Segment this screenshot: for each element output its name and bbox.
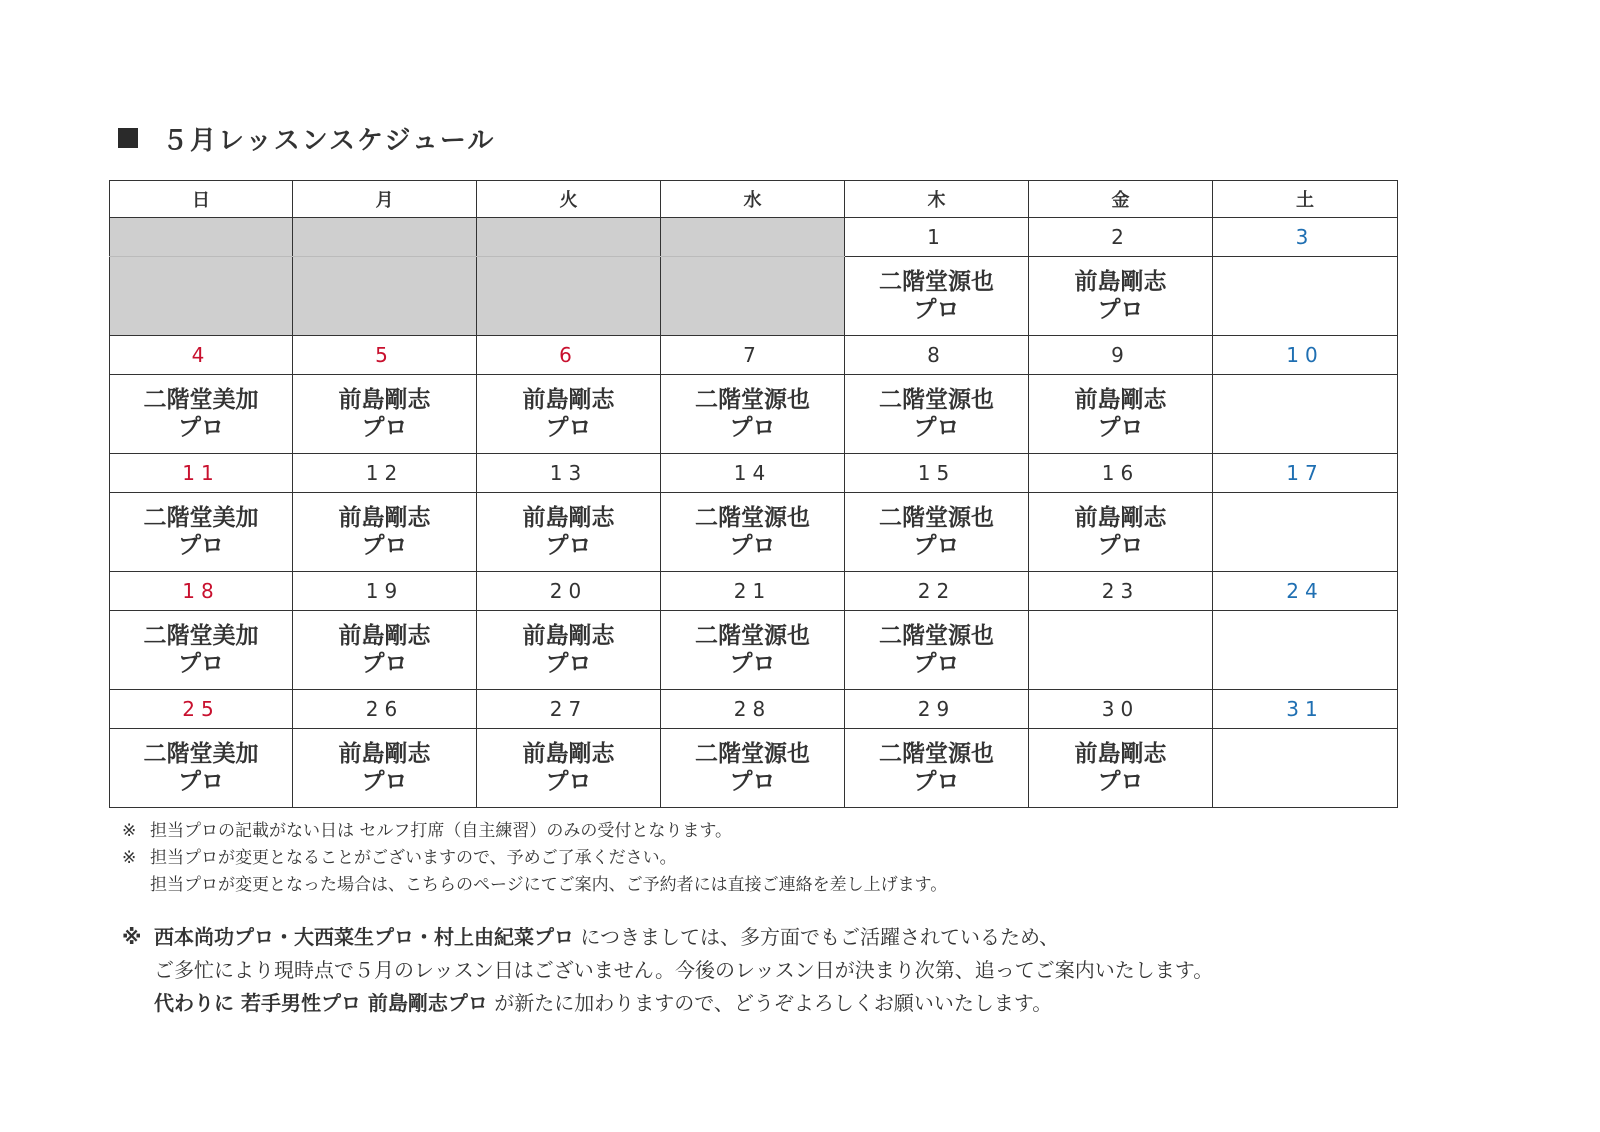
note-mark: ※ xyxy=(122,821,137,841)
date-number xyxy=(293,218,477,257)
pro-cell xyxy=(477,257,661,336)
pro-cell xyxy=(661,493,845,572)
date-row xyxy=(110,690,1398,729)
pro-suffix: プロ xyxy=(913,651,960,677)
pro-cell xyxy=(110,611,293,690)
note-line-2: 担当プロが変更となることがございますので、予めご了承ください。 xyxy=(150,848,677,868)
pro-suffix: プロ xyxy=(913,297,960,323)
pro-suffix: プロ xyxy=(178,769,224,795)
pro-cell xyxy=(110,729,293,808)
date-number: 8 xyxy=(845,336,1029,375)
pro-cell xyxy=(293,729,477,808)
date-number: 14 xyxy=(661,454,845,493)
pro-name: 二階堂美加 xyxy=(143,505,259,531)
pro-cell xyxy=(477,375,661,454)
square-bullet-icon xyxy=(118,128,138,148)
date-number: 15 xyxy=(845,454,1029,493)
pro-suffix: プロ xyxy=(545,415,592,441)
pro-row xyxy=(110,493,1398,572)
pro-name: 二階堂源也 xyxy=(879,741,994,767)
date-number: 21 xyxy=(661,572,845,611)
pro-suffix: プロ xyxy=(1097,769,1144,795)
pro-suffix: プロ xyxy=(729,533,776,559)
weekday-mon: 月 xyxy=(293,181,477,218)
notice-line-2: ご多忙により現時点で５月のレッスン日はございません。今後のレッスン日が決まり次第、追ってご案内いたします。 xyxy=(154,958,1214,982)
date-number: 22 xyxy=(845,572,1029,611)
weekday-tue: 火 xyxy=(477,181,661,218)
notice-mark: ※ xyxy=(122,925,142,949)
date-number xyxy=(110,218,293,257)
date-number: 12 xyxy=(293,454,477,493)
date-number: 9 xyxy=(1029,336,1213,375)
pro-name: 二階堂美加 xyxy=(143,623,259,649)
date-number: 18 xyxy=(110,572,293,611)
date-number: 3 xyxy=(1213,218,1398,257)
pro-cell xyxy=(1213,729,1398,808)
date-number: 20 xyxy=(477,572,661,611)
notice-pros: 西本尚功プロ・大西菜生プロ・村上由紀菜プロ xyxy=(154,925,574,949)
pro-suffix: プロ xyxy=(545,651,592,677)
date-number: 6 xyxy=(477,336,661,375)
weekday-wed: 水 xyxy=(661,181,845,218)
pro-row xyxy=(110,729,1398,808)
pro-name: 前島剛志 xyxy=(338,387,431,413)
pro-name: 二階堂源也 xyxy=(695,623,810,649)
weekday-sun: 日 xyxy=(110,181,293,218)
pro-name: 前島剛志 xyxy=(1074,741,1167,767)
pro-name: 二階堂源也 xyxy=(695,505,810,531)
pro-name: 前島剛志 xyxy=(1074,269,1167,295)
pro-name: 前島剛志 xyxy=(522,505,615,531)
date-number: 24 xyxy=(1213,572,1398,611)
weekday-header-row xyxy=(110,181,1398,218)
date-row xyxy=(110,454,1398,493)
pro-cell xyxy=(845,375,1029,454)
note-line-1: 担当プロの記載がない日は セルフ打席（自主練習）のみの受付となります。 xyxy=(150,821,733,841)
pro-suffix: プロ xyxy=(545,769,592,795)
date-number: 7 xyxy=(661,336,845,375)
pro-cell xyxy=(845,493,1029,572)
date-number: 5 xyxy=(293,336,477,375)
pro-cell xyxy=(110,375,293,454)
pro-cell xyxy=(110,493,293,572)
notes-block xyxy=(122,818,947,899)
pro-cell xyxy=(110,257,293,336)
pro-name: 二階堂源也 xyxy=(879,505,994,531)
pro-suffix: プロ xyxy=(361,769,408,795)
date-number: 28 xyxy=(661,690,845,729)
pro-cell xyxy=(1029,729,1213,808)
pro-name: 前島剛志 xyxy=(1074,505,1167,531)
pro-suffix: プロ xyxy=(1097,297,1144,323)
date-number: 11 xyxy=(110,454,293,493)
pro-suffix: プロ xyxy=(361,651,408,677)
pro-name: 二階堂源也 xyxy=(695,387,810,413)
pro-cell xyxy=(293,375,477,454)
pro-cell xyxy=(477,611,661,690)
date-row xyxy=(110,218,1398,257)
pro-suffix: プロ xyxy=(1097,415,1144,441)
pro-cell xyxy=(845,729,1029,808)
pro-suffix: プロ xyxy=(729,651,776,677)
pro-cell xyxy=(661,611,845,690)
weekday-thu: 木 xyxy=(845,181,1029,218)
pro-suffix: プロ xyxy=(361,415,408,441)
date-number: 27 xyxy=(477,690,661,729)
pro-cell xyxy=(1213,493,1398,572)
notice-line-3: が新たに加わりますので、どうぞよろしくお願いいたします。 xyxy=(487,991,1053,1015)
date-number: 19 xyxy=(293,572,477,611)
pro-cell xyxy=(1213,257,1398,336)
weekday-sat: 土 xyxy=(1213,181,1398,218)
pro-cell xyxy=(845,611,1029,690)
date-row xyxy=(110,572,1398,611)
pro-cell xyxy=(477,493,661,572)
pro-name: 二階堂美加 xyxy=(143,387,259,413)
pro-cell xyxy=(661,257,845,336)
pro-cell xyxy=(477,729,661,808)
pro-suffix: プロ xyxy=(178,651,224,677)
date-number xyxy=(477,218,661,257)
note-line-3: 担当プロが変更となった場合は、こちらのページにてご案内、ご予約者には直接ご連絡を差し上げます。 xyxy=(150,875,948,895)
date-row xyxy=(110,336,1398,375)
pro-cell xyxy=(1029,375,1213,454)
date-number: 1 xyxy=(845,218,1029,257)
date-number: 4 xyxy=(110,336,293,375)
pro-cell xyxy=(293,257,477,336)
pro-suffix: プロ xyxy=(545,533,592,559)
pro-suffix: プロ xyxy=(913,769,960,795)
pro-cell xyxy=(293,611,477,690)
pro-cell xyxy=(845,257,1029,336)
pro-name: 二階堂美加 xyxy=(143,741,259,767)
pro-suffix: プロ xyxy=(178,533,224,559)
pro-cell xyxy=(1029,493,1213,572)
pro-row xyxy=(110,611,1398,690)
pro-name: 二階堂源也 xyxy=(879,623,994,649)
pro-suffix: プロ xyxy=(913,415,960,441)
date-number: 23 xyxy=(1029,572,1213,611)
pro-name: 二階堂源也 xyxy=(879,269,994,295)
pro-suffix: プロ xyxy=(1097,533,1144,559)
pro-cell xyxy=(293,493,477,572)
pro-suffix: プロ xyxy=(913,533,960,559)
pro-cell xyxy=(1029,611,1213,690)
date-number: 31 xyxy=(1213,690,1398,729)
pro-cell xyxy=(661,729,845,808)
pro-name: 前島剛志 xyxy=(1074,387,1167,413)
date-number: 30 xyxy=(1029,690,1213,729)
pro-name: 前島剛志 xyxy=(338,623,431,649)
pro-name: 二階堂源也 xyxy=(695,741,810,767)
date-number: 29 xyxy=(845,690,1029,729)
pro-suffix: プロ xyxy=(729,769,776,795)
date-number: 26 xyxy=(293,690,477,729)
pro-name: 前島剛志 xyxy=(522,387,615,413)
pro-name: 前島剛志 xyxy=(522,623,615,649)
date-number: 2 xyxy=(1029,218,1213,257)
date-number xyxy=(661,218,845,257)
date-number: 13 xyxy=(477,454,661,493)
pro-name: 前島剛志 xyxy=(338,505,431,531)
pro-cell xyxy=(1213,611,1398,690)
notice-block xyxy=(122,921,1213,1020)
pro-suffix: プロ xyxy=(361,533,408,559)
page-title xyxy=(118,118,495,158)
title-text: ５月レッスンスケジュール xyxy=(162,125,496,156)
date-number: 10 xyxy=(1213,336,1398,375)
pro-cell xyxy=(1029,257,1213,336)
pro-cell xyxy=(661,375,845,454)
pro-suffix: プロ xyxy=(729,415,776,441)
pro-cell xyxy=(1213,375,1398,454)
pro-row xyxy=(110,375,1398,454)
pro-name: 二階堂源也 xyxy=(879,387,994,413)
schedule-calendar xyxy=(109,180,1398,808)
date-number: 25 xyxy=(110,690,293,729)
pro-name: 前島剛志 xyxy=(338,741,431,767)
weekday-fri: 金 xyxy=(1029,181,1213,218)
notice-line-3-pre: 代わりに 若手男性プロ 前島剛志プロ xyxy=(154,991,488,1015)
pro-suffix: プロ xyxy=(178,415,224,441)
date-number: 16 xyxy=(1029,454,1213,493)
note-mark: ※ xyxy=(122,848,137,868)
pro-row xyxy=(110,257,1398,336)
date-number: 17 xyxy=(1213,454,1398,493)
pro-name: 前島剛志 xyxy=(522,741,615,767)
notice-line-1: につきましては、多方面でもご活躍されているため、 xyxy=(574,925,1060,949)
